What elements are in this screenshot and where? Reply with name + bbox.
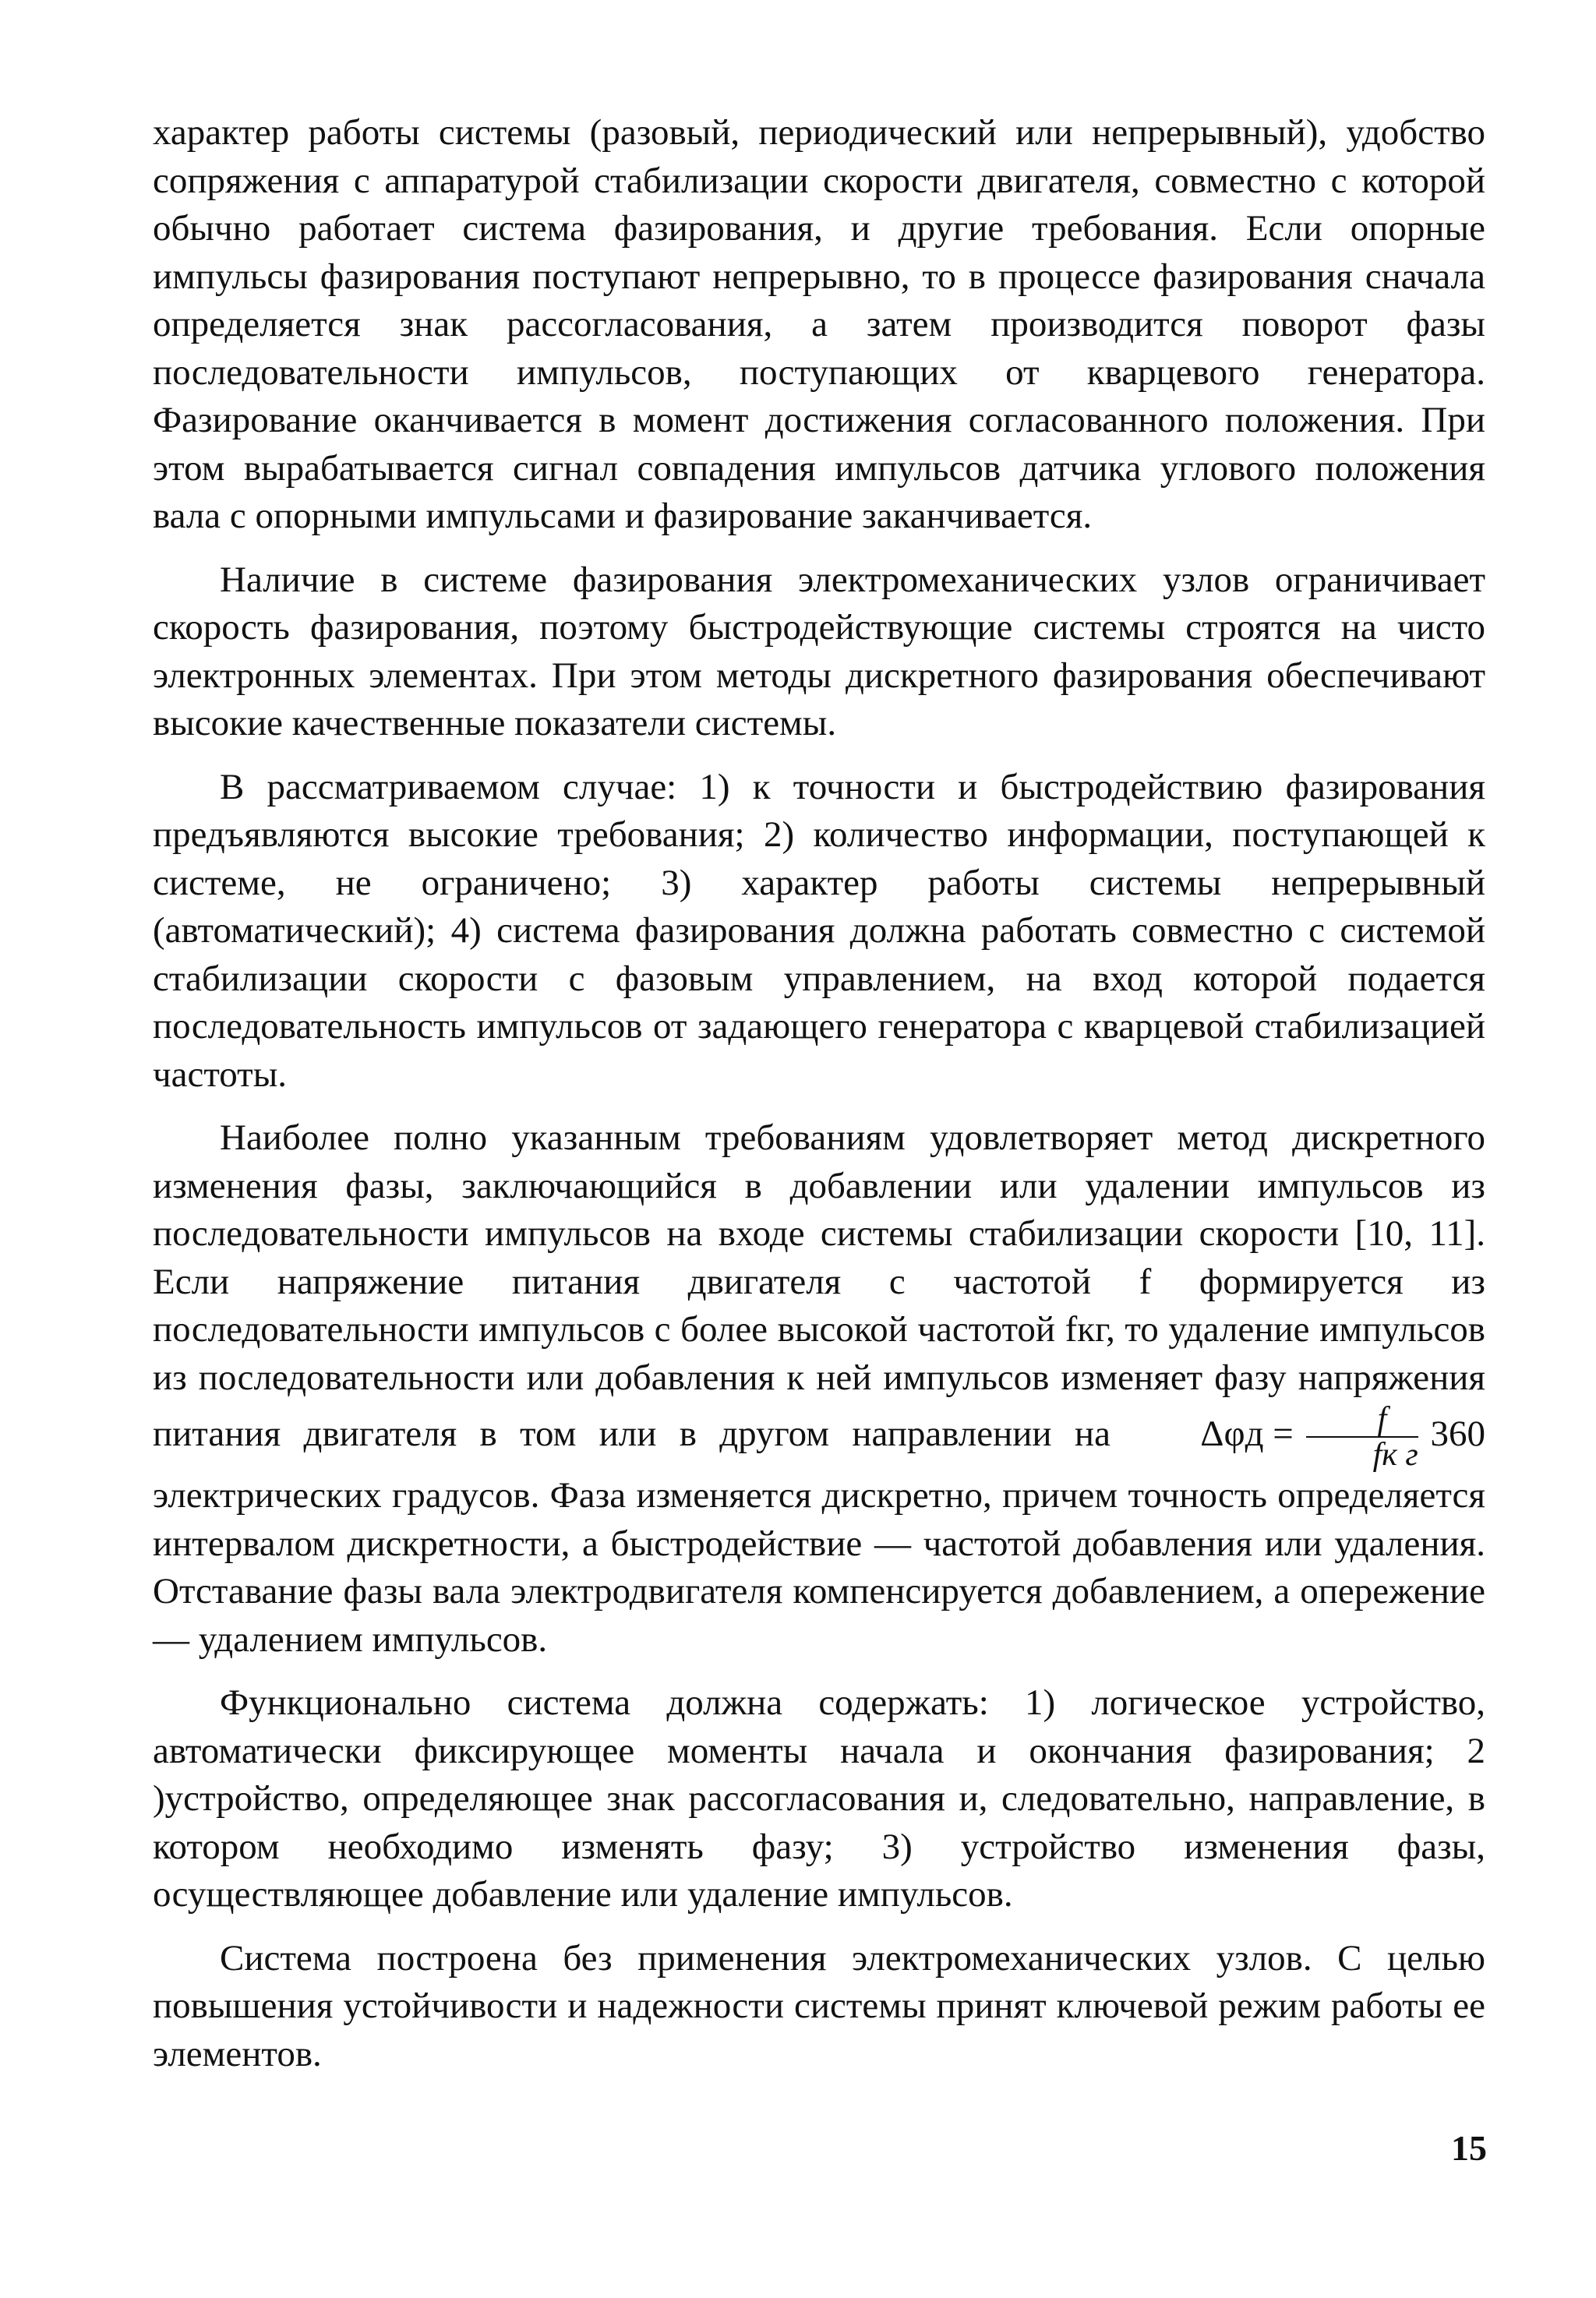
paragraph-4-text-after-formula: электрических градусов. Фаза изменяется дискретно, причем точность определяется интервалом дискретности, а быстродействие — частотой добавления или удаления. Отставание фазы вала электродвигателя компенсируется добавлением, а опережение — удалением импульсов. (153, 1475, 1485, 1660)
formula-tail: 360 (1430, 1413, 1486, 1454)
page-number: 15 (1451, 2128, 1487, 2168)
paragraph-1: характер работы системы (разовый, периодический или непрерывный), удобство сопряжения с аппаратурой стабилизации скорости двигателя, совместно с которой обычно работает система фазирования, и другие требования. Если опорные импульсы фазирования поступают непрерывно, то в процессе фазирования сначала определяется знак рассогласования, а затем производится поворот фазы последовательности импульсов, поступающих от кварцевого генератора. Фазирование оканчивается в момент достижения согласованного положения. При этом вырабатывается сигнал совпадения импульсов датчика углового положения вала с опорными импульсами и фазирование заканчивается. (153, 112, 1485, 536)
paragraph-4 (153, 1114, 1485, 1664)
formula-numerator: f (1306, 1402, 1418, 1438)
formula-fraction (1306, 1402, 1418, 1472)
paragraph-5: Функционально система должна содержать: 1) логическое устройство, автоматически фиксирующее моменты начала и окончания фазирования; 2 )устройство, определяющее знак рассогласования и, следовательно, направление, в котором необходимо изменять фазу; 3) устройство изменения фазы, осуществляющее добавление или удаление импульсов. (153, 1682, 1485, 1915)
paragraph-6: Система построена без применения электромеханических узлов. С целью повышения устойчивости и надежности системы принят ключевой режим работы ее элементов. (153, 1937, 1485, 2074)
phase-step-formula (1133, 1402, 1485, 1472)
page-body (153, 109, 1485, 2094)
paragraph-2: Наличие в системе фазирования электромеханических узлов ограничивает скорость фазирования, поэтому быстродействующие системы строятся на чисто электронных элементах. При этом методы дискретного фазирования обеспечивают высокие качественные показатели системы. (153, 559, 1485, 743)
formula-denominator: fк г (1372, 1437, 1418, 1473)
paragraph-4-text-before-formula: Наиболее полно указанным требованиям удовлетворяет метод дискретного изменения фазы, заключающийся в добавлении или удалении импульсов из последовательности импульсов на входе системы стабилизации скорости [10, 11]. Если напряжение питания двигателя с частотой f формируется из последовательности импульсов с более высокой частотой fкг, то удаление импульсов из последовательности или добавления к ней импульсов изменяет фазу напряжения питания двигателя в том или в другом направлении на (153, 1117, 1485, 1454)
paragraph-3: В рассматриваемом случае: 1) к точности и быстродействию фазирования предъявляются высокие требования; 2) количество информации, поступающей к системе, не ограничено; 3) характер работы системы непрерывный (автоматический); 4) система фазирования должна работать совместно с системой стабилизации скорости с фазовым управлением, на вход которой подается последовательность импульсов от задающего генератора с кварцевой стабилизацией частоты. (153, 766, 1485, 1095)
formula-lhs: Δφд = (1200, 1413, 1294, 1454)
